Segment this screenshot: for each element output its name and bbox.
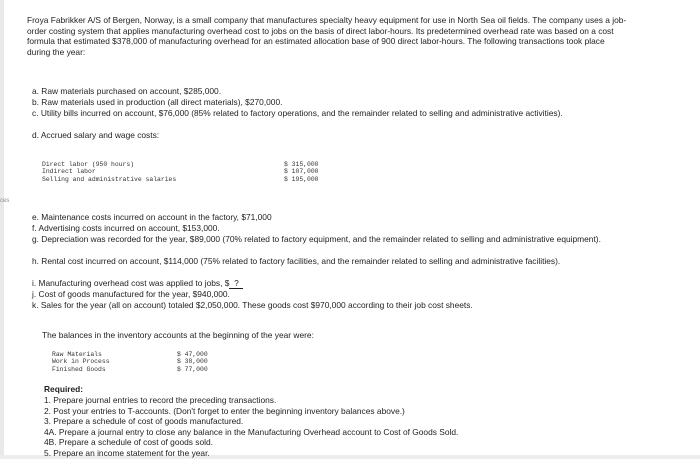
inventory-amounts (177, 351, 237, 373)
wages-amount-selling-admin: $ 195,000 (284, 175, 319, 183)
wages-row-indirect-labor: Indirect labor (42, 168, 96, 176)
required-heading: Required: (44, 384, 84, 394)
inventory-row-work-in-process: Work in Process (52, 358, 110, 366)
transaction-h: h. Rental cost incurred on account, $114,000 (75% related to factory facilities, and the remainder related to selling and administrative facilities). (32, 256, 561, 266)
inventory-row-raw-materials: Raw Materials (52, 351, 102, 358)
transaction-i (32, 278, 243, 289)
problem-intro: Froya Fabrikker A/S of Bergen, Norway, is a small company that manufactures specialty heavy equipment for use in North Sea oil fields. The company uses a job-order costing system that applies manufacturing overhead cost to jobs on the basis of direct labor-hours. Its predetermined overhead rate was based on a cost formula that estimated $378,000 of manufacturing overhead for an estimated allocation base of 900 direct labor-hours. The following transactions took place during the year: (27, 15, 627, 57)
transaction-b: b. Raw materials used in production (all direct materials), $270,000. (32, 97, 283, 107)
required-item-4b: 4B. Prepare a schedule of cost of goods sold. (44, 437, 214, 448)
transaction-g: g. Depreciation was recorded for the year, $89,000 (70% related to factory equipment, and the remainder related to selling and administrative equipment). (32, 234, 601, 244)
wages-row-selling-admin: Selling and administrative salaries (42, 175, 177, 183)
transaction-j: j. Cost of goods manufactured for the year, $940,000. (32, 289, 230, 299)
applied-overhead-blank[interactable]: ? (229, 279, 243, 289)
transaction-i-text: i. Manufacturing overhead cost was applied to jobs, $ (32, 278, 230, 288)
required-list (44, 395, 644, 459)
transaction-f: f. Advertising costs incurred on account, $153,000. (32, 223, 220, 233)
wages-amount-direct-labor: $ 315,000 (284, 161, 319, 168)
wages-row-direct-labor: Direct labor (950 hours) (42, 161, 135, 168)
inventory-amount-finished-goods: $ 77,000 (177, 365, 208, 373)
left-edge-strip (0, 0, 4, 459)
transaction-c: c. Utility bills incurred on account, $76,000 (85% related to factory operations, and the remainder related to selling and administrative activities). (32, 108, 563, 118)
wages-table (42, 161, 242, 183)
required-item-5: 5. Prepare an income statement for the year. (44, 447, 210, 458)
inventory-intro: The balances in the inventory accounts at the beginning of the year were: (42, 330, 314, 340)
transaction-a: a. Raw materials purchased on account, $285,000. (32, 86, 222, 96)
wages-amount-indirect-labor: $ 107,000 (284, 168, 319, 176)
inventory-table (52, 351, 162, 373)
required-item-1: 1. Prepare journal entries to record the preceding transactions. (44, 395, 277, 405)
transaction-k: k. Sales for the year (all on account) totaled $2,050,000. These goods cost $970,000 according to their job cost sheets. (32, 300, 473, 310)
required-item-2: 2. Post your entries to T-accounts. (Don't forget to enter the beginning inventory balances above.) (44, 405, 405, 416)
inventory-amount-raw-materials: $ 47,000 (177, 351, 208, 358)
inventory-row-finished-goods: Finished Goods (52, 365, 106, 373)
edge-label: ces (0, 198, 10, 204)
transaction-e: e. Maintenance costs incurred on account in the factory, $71,000 (32, 212, 272, 222)
transaction-d: d. Accrued salary and wage costs: (32, 130, 160, 140)
required-item-3: 3. Prepare a schedule of cost of goods manufactured. (44, 416, 244, 427)
wages-amounts (284, 161, 344, 183)
inventory-amount-work-in-process: $ 38,000 (177, 358, 208, 366)
required-item-4a: 4A. Prepare a journal entry to close any balance in the Manufacturing Overhead account to Cost of Goods Sold. (44, 426, 459, 437)
